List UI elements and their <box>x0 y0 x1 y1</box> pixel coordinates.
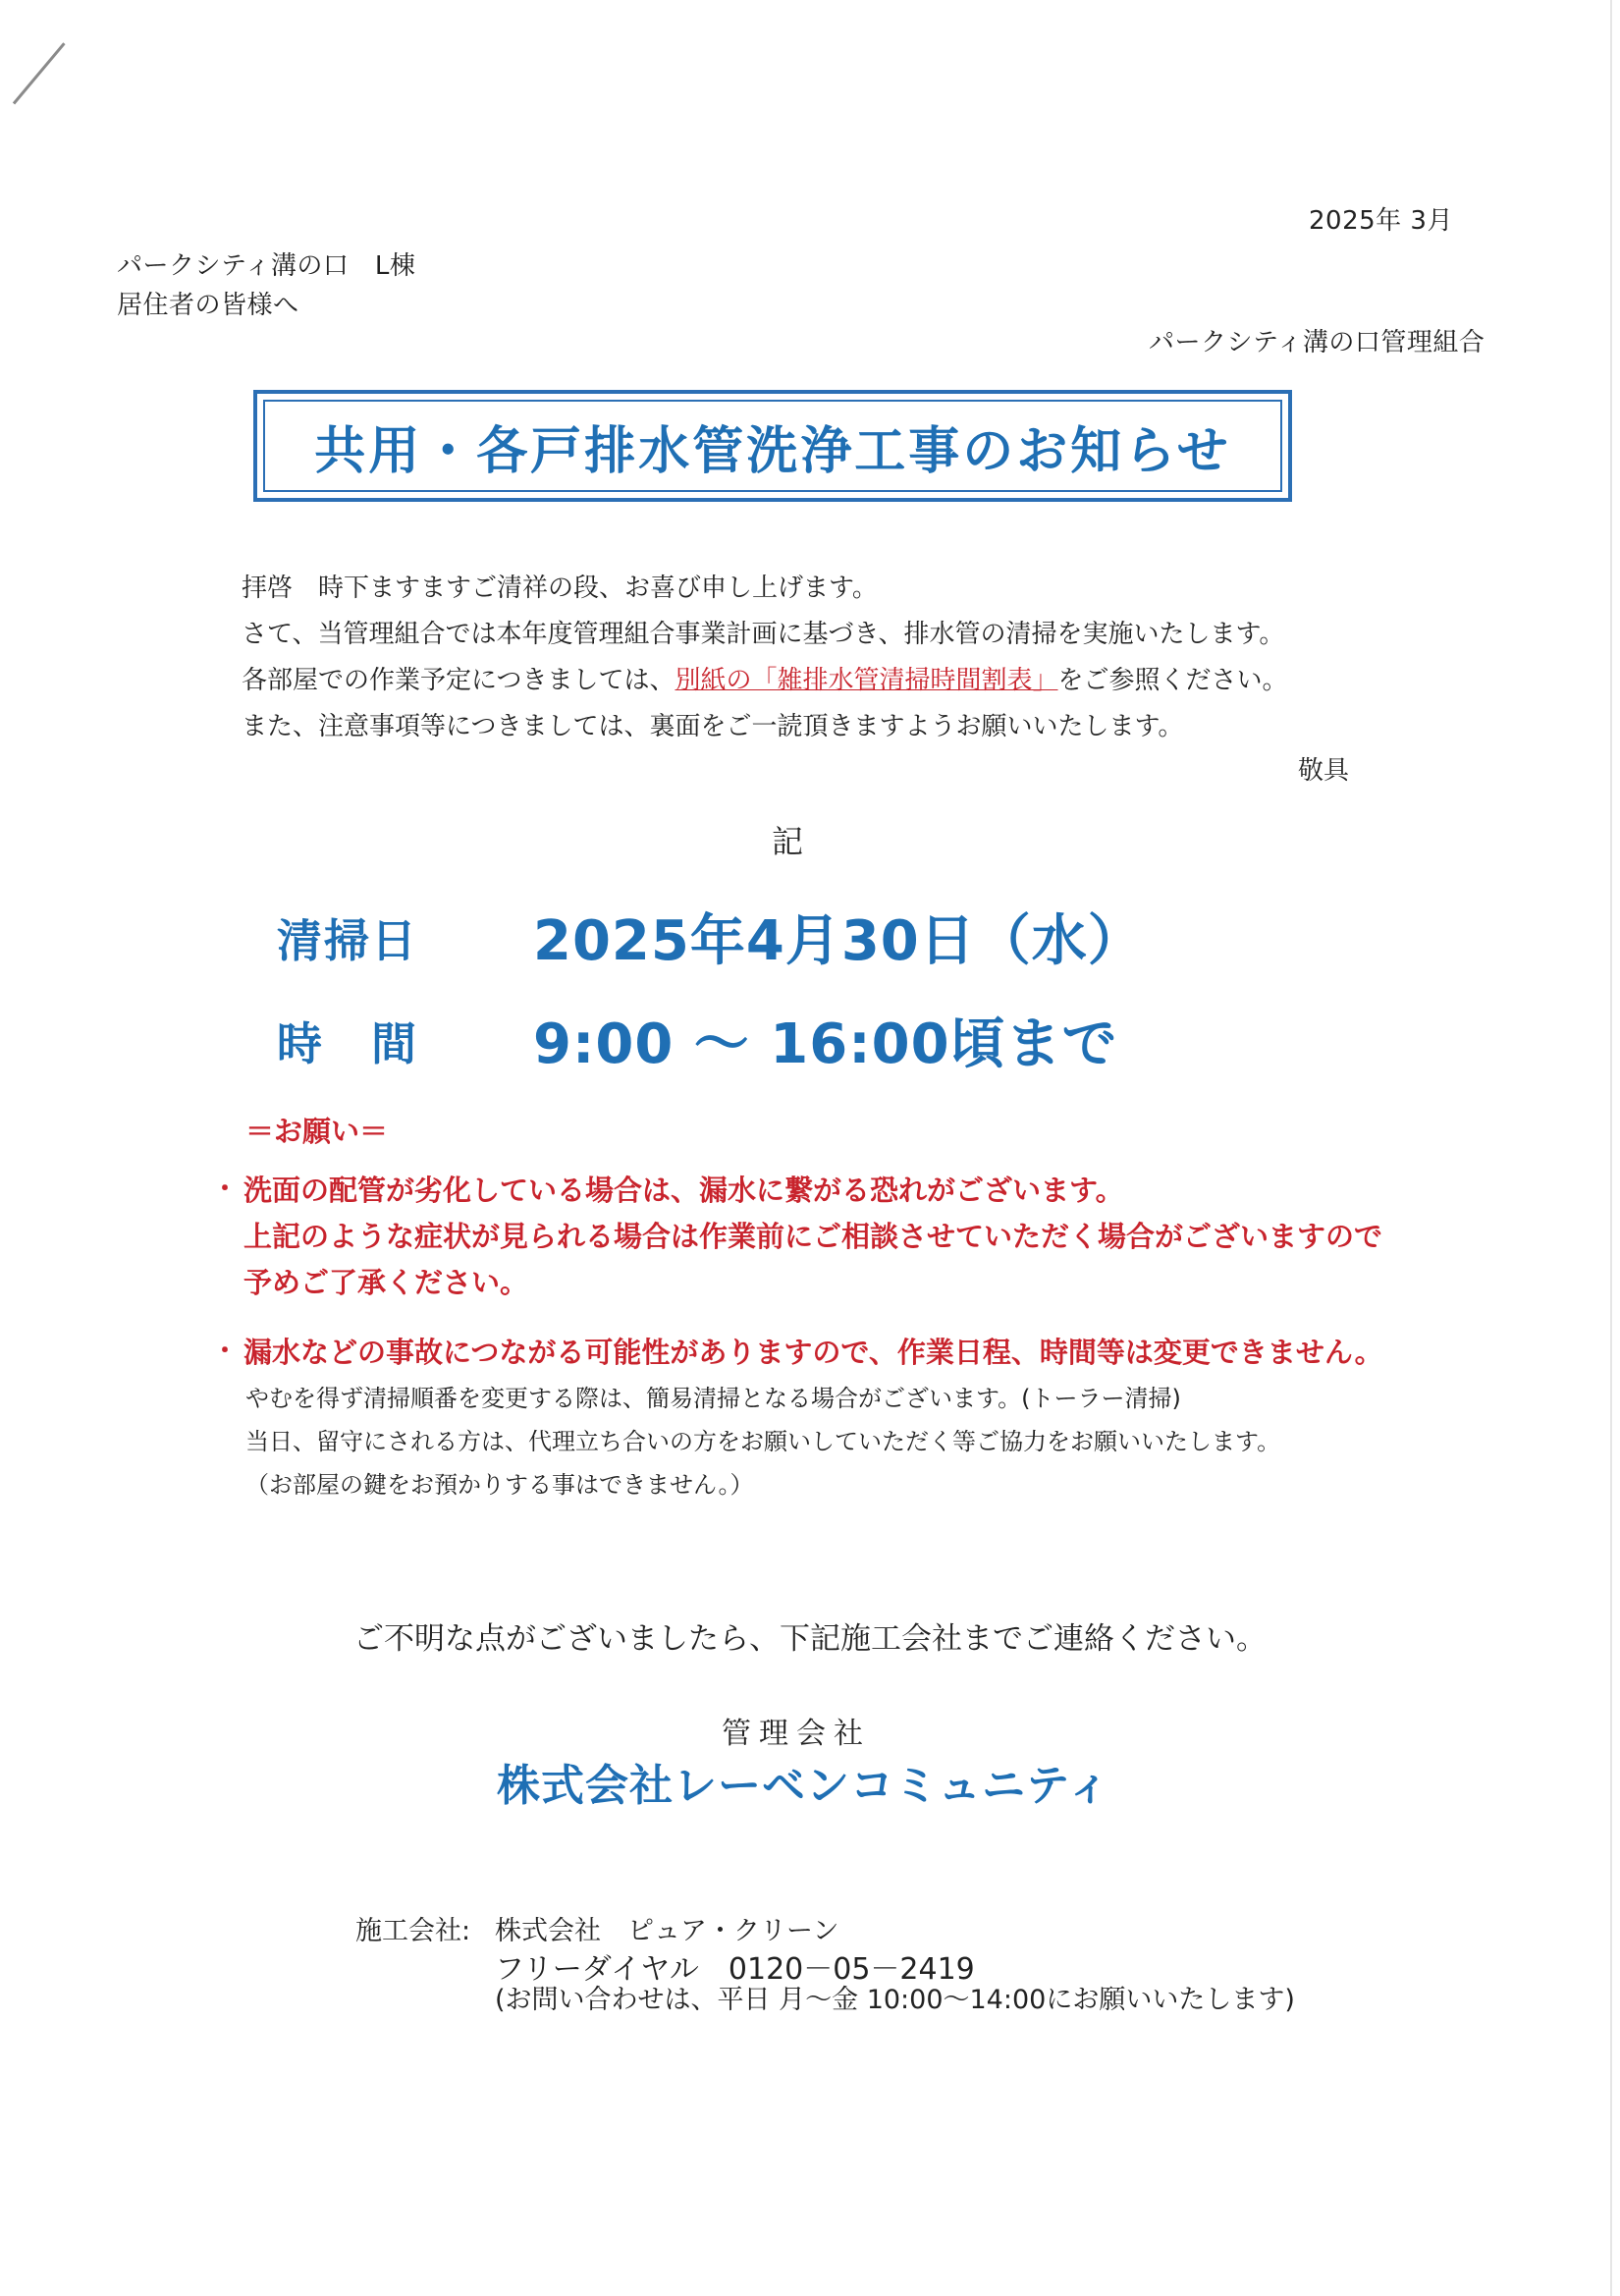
requests-heading: ＝お願い＝ <box>245 1115 389 1148</box>
cleaning-date-label: 清掃日 <box>277 914 418 967</box>
body-line-3-post: をご参照ください。 <box>1057 666 1288 695</box>
document-date: 2025年 3月 <box>1309 206 1453 236</box>
contractor-label: 施工会社: <box>355 1916 471 1946</box>
title-inner-frame <box>263 400 1282 492</box>
contractor-name: 株式会社 ピュア・クリーン <box>495 1916 839 1946</box>
timetable-reference-link[interactable]: 別紙の「雑排水管清掃時間割表」 <box>675 666 1058 695</box>
time-label: 時 間 <box>277 1017 418 1070</box>
ki-marker: 記 <box>772 823 804 860</box>
management-company-name: 株式会社レーベンコミュニティ <box>497 1761 1111 1811</box>
page-title: 共用・各戸排水管洗浄工事のお知らせ <box>314 421 1231 481</box>
contractor-phone[interactable]: フリーダイヤル 0120－05－2419 <box>495 1952 975 1987</box>
sender-association: パークシティ溝の口管理組合 <box>1149 328 1485 357</box>
bullet-1: ・ <box>212 1175 239 1204</box>
management-company-label: 管理会社 <box>722 1717 871 1751</box>
request-2-line-1: 漏水などの事故につながる可能性がありますので、作業日程、時間等は変更できません。 <box>243 1336 1383 1369</box>
request-2-line-4: （お部屋の鍵をお預かりする事はできません。） <box>245 1471 754 1499</box>
title-box <box>253 390 1292 502</box>
recipient-building: パークシティ溝の口 L棟 <box>117 251 416 281</box>
request-1-line-3: 予めご了承ください。 <box>243 1266 529 1299</box>
body-line-3-pre: 各部屋での作業予定につきましては、 <box>242 666 675 695</box>
greeting-line: 拝啓 時下ますますご清祥の段、お喜び申し上げます。 <box>242 574 878 603</box>
scan-mark <box>13 42 66 104</box>
recipient-residents: 居住者の皆様へ <box>117 291 299 320</box>
closing-keigu: 敬具 <box>1298 756 1350 786</box>
body-line-4: また、注意事項等につきましては、裏面をご一読頂きますようお願いいたします。 <box>242 712 1184 741</box>
request-2-line-3: 当日、留守にされる方は、代理立ち合いの方をお願いしていただく等ご協力をお願いいたします。 <box>245 1428 1281 1455</box>
time-value: 9:00 ～ 16:00頃まで <box>533 1012 1118 1076</box>
body-line-3 <box>242 660 1288 696</box>
bullet-2: ・ <box>212 1337 239 1366</box>
cleaning-date-value: 2025年4月30日（水） <box>533 909 1144 973</box>
contact-hours: (お問い合わせは、平日 月～金 10:00～14:00にお願いいたします) <box>495 1985 1295 2015</box>
request-1-line-2: 上記のような症状が見られる場合は作業前にご相談させていただく場合がございますので <box>243 1220 1383 1253</box>
request-2-line-2: やむを得ず清掃順番を変更する際は、簡易清掃となる場合がございます。(トーラー清掃) <box>245 1385 1181 1412</box>
request-1-line-1: 洗面の配管が劣化している場合は、漏水に繋がる恐れがございます。 <box>243 1174 1124 1207</box>
body-line-2: さて、当管理組合では本年度管理組合事業計画に基づき、排水管の清掃を実施いたします。 <box>242 620 1285 649</box>
contact-intro: ご不明な点がございましたら、下記施工会社までご連絡ください。 <box>353 1621 1267 1657</box>
scan-edge <box>1610 0 1612 2296</box>
